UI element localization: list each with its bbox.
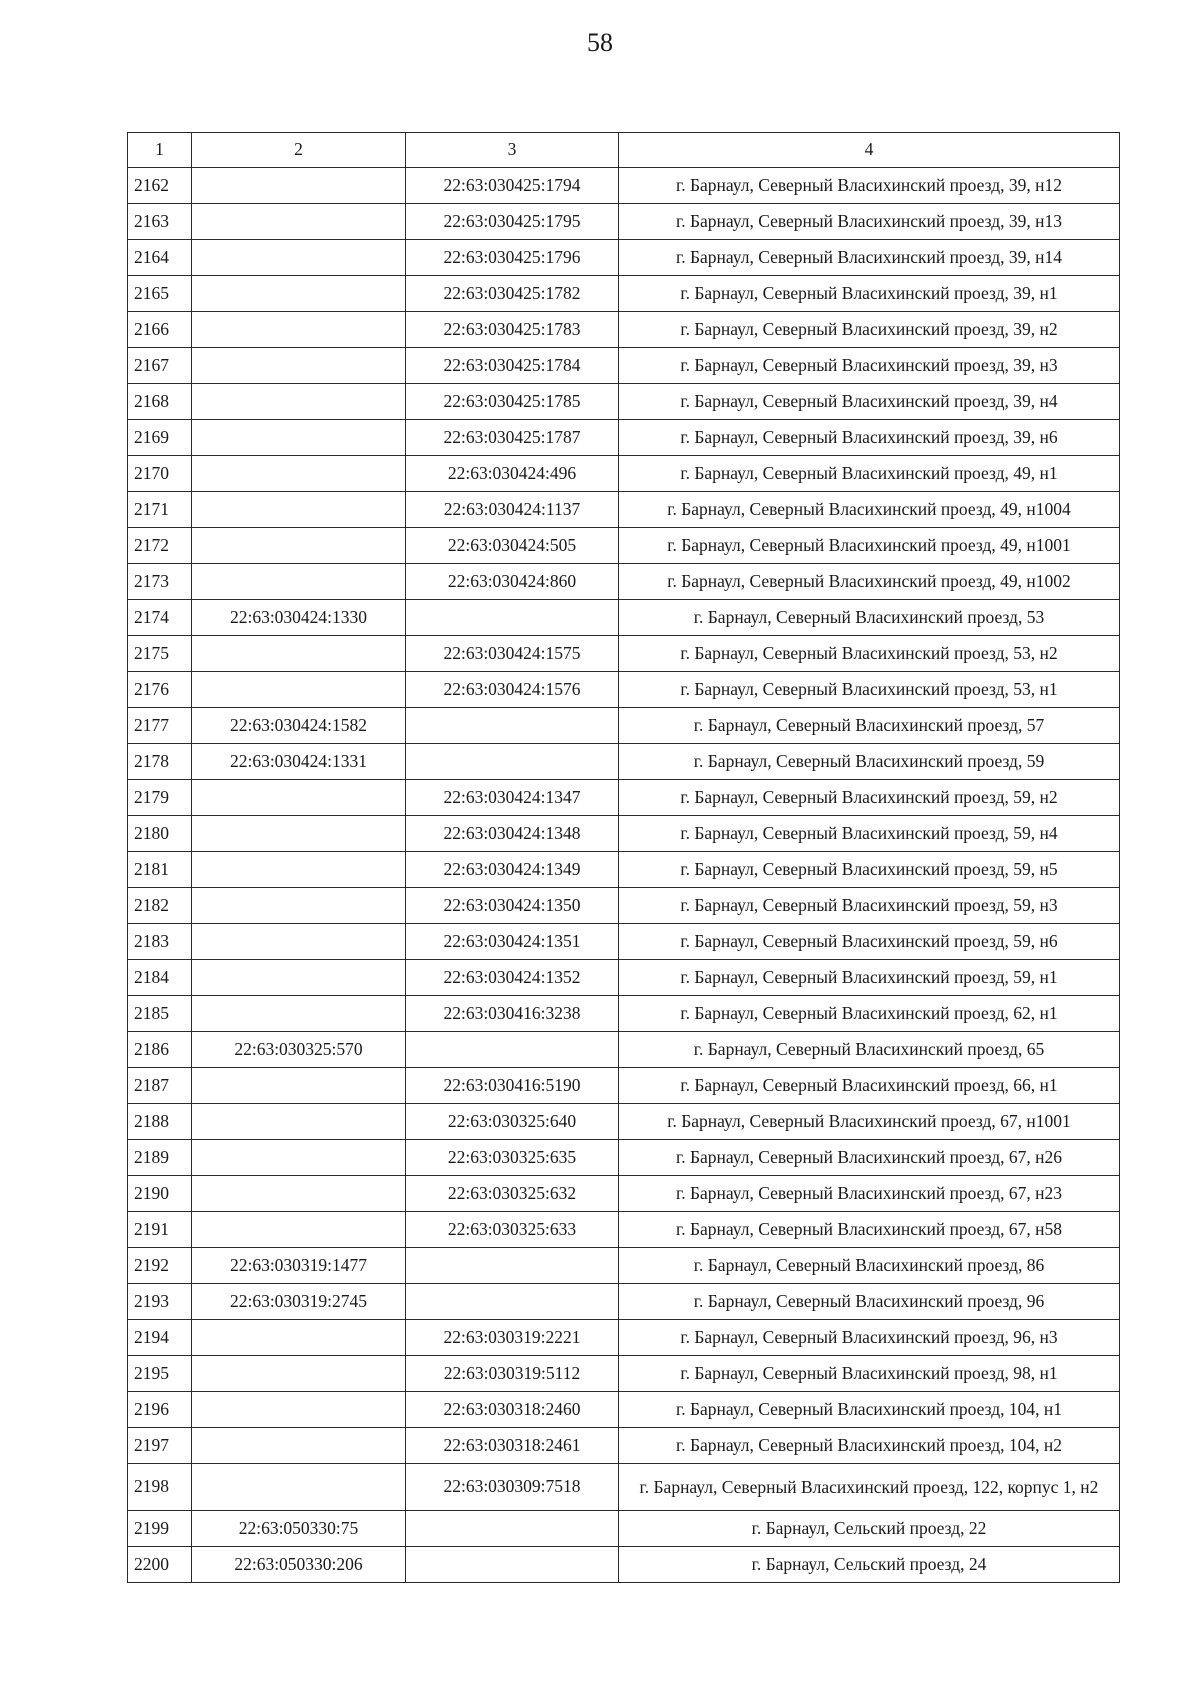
address-cell: г. Барнаул, Северный Власихинский проезд, 62, н1 bbox=[619, 996, 1120, 1032]
cadastral-number-col3-cell: 22:63:030425:1785 bbox=[406, 384, 619, 420]
cadastral-number-col3-cell bbox=[406, 1511, 619, 1547]
address-cell: г. Барнаул, Северный Власихинский проезд, 66, н1 bbox=[619, 1068, 1120, 1104]
address-cell: г. Барнаул, Северный Власихинский проезд, 59, н6 bbox=[619, 924, 1120, 960]
row-number-cell: 2162 bbox=[128, 168, 192, 204]
row-number-cell: 2176 bbox=[128, 672, 192, 708]
row-number-cell: 2199 bbox=[128, 1511, 192, 1547]
address-cell: г. Барнаул, Северный Власихинский проезд, 104, н1 bbox=[619, 1392, 1120, 1428]
cadastral-number-col2-cell: 22:63:030325:570 bbox=[192, 1032, 406, 1068]
cadastral-number-col2-cell bbox=[192, 168, 406, 204]
row-number-cell: 2163 bbox=[128, 204, 192, 240]
table-row bbox=[128, 1284, 1120, 1320]
table-row bbox=[128, 1428, 1120, 1464]
cadastral-number-col2-cell bbox=[192, 1428, 406, 1464]
table-row bbox=[128, 1140, 1120, 1176]
row-number-cell: 2178 bbox=[128, 744, 192, 780]
address-cell: г. Барнаул, Северный Власихинский проезд, 67, н26 bbox=[619, 1140, 1120, 1176]
table-row bbox=[128, 1068, 1120, 1104]
table-row bbox=[128, 1212, 1120, 1248]
address-cell: г. Барнаул, Северный Власихинский проезд, 49, н1001 bbox=[619, 528, 1120, 564]
cadastral-number-col3-cell: 22:63:030424:1352 bbox=[406, 960, 619, 996]
table-row bbox=[128, 1464, 1120, 1511]
cadastral-number-col3-cell: 22:63:030424:1350 bbox=[406, 888, 619, 924]
cadastral-number-col3-cell: 22:63:030424:1576 bbox=[406, 672, 619, 708]
address-cell: г. Барнаул, Северный Власихинский проезд, 39, н6 bbox=[619, 420, 1120, 456]
table-row bbox=[128, 780, 1120, 816]
table-row bbox=[128, 384, 1120, 420]
table-row bbox=[128, 600, 1120, 636]
cadastral-number-col2-cell bbox=[192, 924, 406, 960]
row-number-cell: 2197 bbox=[128, 1428, 192, 1464]
address-cell: г. Барнаул, Северный Власихинский проезд, 96, н3 bbox=[619, 1320, 1120, 1356]
cadastral-number-col2-cell: 22:63:050330:206 bbox=[192, 1547, 406, 1583]
row-number-cell: 2165 bbox=[128, 276, 192, 312]
row-number-cell: 2174 bbox=[128, 600, 192, 636]
address-cell: г. Барнаул, Северный Власихинский проезд, 67, н1001 bbox=[619, 1104, 1120, 1140]
row-number-cell: 2190 bbox=[128, 1176, 192, 1212]
cadastral-number-col3-cell: 22:63:030309:7518 bbox=[406, 1464, 619, 1511]
cadastral-number-col3-cell: 22:63:030416:3238 bbox=[406, 996, 619, 1032]
table-row bbox=[128, 1176, 1120, 1212]
address-cell: г. Барнаул, Северный Власихинский проезд, 39, н2 bbox=[619, 312, 1120, 348]
row-number-cell: 2171 bbox=[128, 492, 192, 528]
table-row bbox=[128, 996, 1120, 1032]
address-cell: г. Барнаул, Северный Власихинский проезд, 59, н2 bbox=[619, 780, 1120, 816]
row-number-cell: 2187 bbox=[128, 1068, 192, 1104]
cadastral-number-col3-cell: 22:63:030425:1787 bbox=[406, 420, 619, 456]
cadastral-number-col3-cell: 22:63:030424:1349 bbox=[406, 852, 619, 888]
row-number-cell: 2189 bbox=[128, 1140, 192, 1176]
cadastral-number-col2-cell bbox=[192, 960, 406, 996]
cadastral-number-col2-cell bbox=[192, 672, 406, 708]
address-cell: г. Барнаул, Северный Власихинский проезд, 39, н3 bbox=[619, 348, 1120, 384]
row-number-cell: 2170 bbox=[128, 456, 192, 492]
cadastral-number-col2-cell bbox=[192, 312, 406, 348]
page-number: 58 bbox=[587, 28, 613, 57]
cadastral-number-col3-cell bbox=[406, 1547, 619, 1583]
row-number-cell: 2179 bbox=[128, 780, 192, 816]
row-number-cell: 2195 bbox=[128, 1356, 192, 1392]
table-row bbox=[128, 564, 1120, 600]
cadastral-number-col2-cell bbox=[192, 1176, 406, 1212]
table-row bbox=[128, 204, 1120, 240]
cadastral-number-col3-cell: 22:63:030425:1784 bbox=[406, 348, 619, 384]
cadastral-number-col2-cell bbox=[192, 1320, 406, 1356]
row-number-cell: 2177 bbox=[128, 708, 192, 744]
address-cell: г. Барнаул, Северный Власихинский проезд, 59 bbox=[619, 744, 1120, 780]
cadastral-number-col2-cell: 22:63:030319:2745 bbox=[192, 1284, 406, 1320]
table-row bbox=[128, 1104, 1120, 1140]
cadastral-number-col2-cell bbox=[192, 348, 406, 384]
cadastral-number-col2-cell bbox=[192, 816, 406, 852]
cadastral-number-col3-cell: 22:63:030318:2460 bbox=[406, 1392, 619, 1428]
cadastral-number-col2-cell bbox=[192, 888, 406, 924]
cadastral-number-col2-cell bbox=[192, 1140, 406, 1176]
address-cell: г. Барнаул, Северный Власихинский проезд, 53, н2 bbox=[619, 636, 1120, 672]
row-number-cell: 2184 bbox=[128, 960, 192, 996]
cadastral-number-col2-cell bbox=[192, 528, 406, 564]
row-number-cell: 2194 bbox=[128, 1320, 192, 1356]
address-cell: г. Барнаул, Северный Власихинский проезд, 53, н1 bbox=[619, 672, 1120, 708]
address-cell: г. Барнаул, Северный Власихинский проезд, 67, н58 bbox=[619, 1212, 1120, 1248]
row-number-cell: 2173 bbox=[128, 564, 192, 600]
address-cell: г. Барнаул, Северный Власихинский проезд, 104, н2 bbox=[619, 1428, 1120, 1464]
cadastral-number-col3-cell: 22:63:030424:860 bbox=[406, 564, 619, 600]
address-cell: г. Барнаул, Северный Власихинский проезд, 49, н1002 bbox=[619, 564, 1120, 600]
row-number-cell: 2200 bbox=[128, 1547, 192, 1583]
table-row bbox=[128, 672, 1120, 708]
cadastral-number-col2-cell bbox=[192, 492, 406, 528]
row-number-cell: 2168 bbox=[128, 384, 192, 420]
cadastral-number-col3-cell bbox=[406, 1284, 619, 1320]
row-number-cell: 2188 bbox=[128, 1104, 192, 1140]
cadastral-number-col2-cell: 22:63:030319:1477 bbox=[192, 1248, 406, 1284]
address-cell: г. Барнаул, Северный Власихинский проезд, 96 bbox=[619, 1284, 1120, 1320]
address-cell: г. Барнаул, Северный Власихинский проезд, 39, н4 bbox=[619, 384, 1120, 420]
table-row bbox=[128, 456, 1120, 492]
registry-table bbox=[127, 132, 1120, 1583]
table-row bbox=[128, 1320, 1120, 1356]
table-row bbox=[128, 816, 1120, 852]
table-row bbox=[128, 924, 1120, 960]
header-col-3: 3 bbox=[406, 133, 619, 168]
cadastral-number-col3-cell bbox=[406, 708, 619, 744]
address-cell: г. Барнаул, Северный Власихинский проезд, 59, н5 bbox=[619, 852, 1120, 888]
cadastral-number-col2-cell bbox=[192, 420, 406, 456]
cadastral-number-col2-cell bbox=[192, 456, 406, 492]
cadastral-number-col3-cell bbox=[406, 1032, 619, 1068]
table-row bbox=[128, 1248, 1120, 1284]
table-body bbox=[128, 168, 1120, 1583]
address-cell: г. Барнаул, Северный Власихинский проезд, 39, н13 bbox=[619, 204, 1120, 240]
cadastral-number-col2-cell: 22:63:030424:1582 bbox=[192, 708, 406, 744]
address-cell: г. Барнаул, Северный Власихинский проезд, 65 bbox=[619, 1032, 1120, 1068]
address-cell: г. Барнаул, Северный Власихинский проезд, 122, корпус 1, н2 bbox=[619, 1464, 1120, 1511]
cadastral-number-col3-cell bbox=[406, 744, 619, 780]
cadastral-number-col3-cell bbox=[406, 600, 619, 636]
address-cell: г. Барнаул, Сельский проезд, 24 bbox=[619, 1547, 1120, 1583]
table-row bbox=[128, 168, 1120, 204]
cadastral-number-col3-cell: 22:63:030424:1347 bbox=[406, 780, 619, 816]
cadastral-number-col3-cell bbox=[406, 1248, 619, 1284]
cadastral-number-col2-cell bbox=[192, 1212, 406, 1248]
cadastral-number-col3-cell: 22:63:030416:5190 bbox=[406, 1068, 619, 1104]
address-cell: г. Барнаул, Северный Власихинский проезд, 39, н14 bbox=[619, 240, 1120, 276]
row-number-cell: 2193 bbox=[128, 1284, 192, 1320]
table-row bbox=[128, 636, 1120, 672]
cadastral-number-col3-cell: 22:63:030425:1782 bbox=[406, 276, 619, 312]
header-col-2: 2 bbox=[192, 133, 406, 168]
cadastral-number-col3-cell: 22:63:030425:1783 bbox=[406, 312, 619, 348]
table-row bbox=[128, 528, 1120, 564]
address-cell: г. Барнаул, Сельский проезд, 22 bbox=[619, 1511, 1120, 1547]
cadastral-number-col3-cell: 22:63:030424:1137 bbox=[406, 492, 619, 528]
cadastral-number-col3-cell: 22:63:030325:632 bbox=[406, 1176, 619, 1212]
table-row bbox=[128, 312, 1120, 348]
row-number-cell: 2196 bbox=[128, 1392, 192, 1428]
table-row bbox=[128, 960, 1120, 996]
row-number-cell: 2198 bbox=[128, 1464, 192, 1511]
header-col-4: 4 bbox=[619, 133, 1120, 168]
header-col-1: 1 bbox=[128, 133, 192, 168]
cadastral-number-col2-cell bbox=[192, 564, 406, 600]
address-cell: г. Барнаул, Северный Власихинский проезд, 98, н1 bbox=[619, 1356, 1120, 1392]
cadastral-number-col3-cell: 22:63:030425:1796 bbox=[406, 240, 619, 276]
cadastral-number-col3-cell: 22:63:030318:2461 bbox=[406, 1428, 619, 1464]
row-number-cell: 2183 bbox=[128, 924, 192, 960]
row-number-cell: 2166 bbox=[128, 312, 192, 348]
cadastral-number-col3-cell: 22:63:030424:1348 bbox=[406, 816, 619, 852]
cadastral-number-col2-cell bbox=[192, 636, 406, 672]
header-row bbox=[128, 133, 1120, 168]
cadastral-number-col3-cell: 22:63:030325:633 bbox=[406, 1212, 619, 1248]
cadastral-number-col3-cell: 22:63:030325:640 bbox=[406, 1104, 619, 1140]
row-number-cell: 2164 bbox=[128, 240, 192, 276]
address-cell: г. Барнаул, Северный Власихинский проезд, 49, н1 bbox=[619, 456, 1120, 492]
cadastral-number-col3-cell: 22:63:030319:2221 bbox=[406, 1320, 619, 1356]
table-row bbox=[128, 348, 1120, 384]
cadastral-number-col3-cell: 22:63:030424:496 bbox=[406, 456, 619, 492]
cadastral-number-col2-cell bbox=[192, 852, 406, 888]
table-row bbox=[128, 420, 1120, 456]
cadastral-number-col2-cell bbox=[192, 1356, 406, 1392]
table-row bbox=[128, 852, 1120, 888]
table-row bbox=[128, 1032, 1120, 1068]
address-cell: г. Барнаул, Северный Власихинский проезд, 59, н1 bbox=[619, 960, 1120, 996]
cadastral-number-col2-cell bbox=[192, 1392, 406, 1428]
cadastral-number-col2-cell bbox=[192, 1068, 406, 1104]
table-row bbox=[128, 276, 1120, 312]
table-row bbox=[128, 708, 1120, 744]
cadastral-number-col3-cell: 22:63:030319:5112 bbox=[406, 1356, 619, 1392]
cadastral-number-col3-cell: 22:63:030425:1795 bbox=[406, 204, 619, 240]
row-number-cell: 2192 bbox=[128, 1248, 192, 1284]
row-number-cell: 2191 bbox=[128, 1212, 192, 1248]
table-row bbox=[128, 240, 1120, 276]
cadastral-number-col2-cell: 22:63:030424:1330 bbox=[192, 600, 406, 636]
table-header bbox=[128, 133, 1120, 168]
address-cell: г. Барнаул, Северный Власихинский проезд, 49, н1004 bbox=[619, 492, 1120, 528]
table-row bbox=[128, 888, 1120, 924]
cadastral-number-col2-cell bbox=[192, 996, 406, 1032]
table-row bbox=[128, 492, 1120, 528]
row-number-cell: 2182 bbox=[128, 888, 192, 924]
row-number-cell: 2185 bbox=[128, 996, 192, 1032]
cadastral-number-col3-cell: 22:63:030325:635 bbox=[406, 1140, 619, 1176]
table-row bbox=[128, 1356, 1120, 1392]
table-row bbox=[128, 1547, 1120, 1583]
cadastral-number-col3-cell: 22:63:030424:1351 bbox=[406, 924, 619, 960]
row-number-cell: 2169 bbox=[128, 420, 192, 456]
cadastral-number-col2-cell: 22:63:050330:75 bbox=[192, 1511, 406, 1547]
row-number-cell: 2181 bbox=[128, 852, 192, 888]
row-number-cell: 2180 bbox=[128, 816, 192, 852]
cadastral-number-col2-cell bbox=[192, 240, 406, 276]
cadastral-number-col3-cell: 22:63:030424:1575 bbox=[406, 636, 619, 672]
row-number-cell: 2186 bbox=[128, 1032, 192, 1068]
row-number-cell: 2167 bbox=[128, 348, 192, 384]
cadastral-number-col2-cell: 22:63:030424:1331 bbox=[192, 744, 406, 780]
address-cell: г. Барнаул, Северный Власихинский проезд, 39, н1 bbox=[619, 276, 1120, 312]
cadastral-number-col3-cell: 22:63:030425:1794 bbox=[406, 168, 619, 204]
cadastral-number-col2-cell bbox=[192, 1464, 406, 1511]
table-row bbox=[128, 744, 1120, 780]
row-number-cell: 2175 bbox=[128, 636, 192, 672]
cadastral-number-col3-cell: 22:63:030424:505 bbox=[406, 528, 619, 564]
cadastral-number-col2-cell bbox=[192, 1104, 406, 1140]
address-cell: г. Барнаул, Северный Власихинский проезд, 53 bbox=[619, 600, 1120, 636]
address-cell: г. Барнаул, Северный Власихинский проезд, 67, н23 bbox=[619, 1176, 1120, 1212]
cadastral-number-col2-cell bbox=[192, 780, 406, 816]
cadastral-number-col2-cell bbox=[192, 204, 406, 240]
address-cell: г. Барнаул, Северный Власихинский проезд, 59, н3 bbox=[619, 888, 1120, 924]
address-cell: г. Барнаул, Северный Власихинский проезд, 59, н4 bbox=[619, 816, 1120, 852]
table-row bbox=[128, 1392, 1120, 1428]
address-cell: г. Барнаул, Северный Власихинский проезд, 86 bbox=[619, 1248, 1120, 1284]
address-cell: г. Барнаул, Северный Власихинский проезд, 39, н12 bbox=[619, 168, 1120, 204]
cadastral-number-col2-cell bbox=[192, 384, 406, 420]
row-number-cell: 2172 bbox=[128, 528, 192, 564]
table-row bbox=[128, 1511, 1120, 1547]
cadastral-number-col2-cell bbox=[192, 276, 406, 312]
address-cell: г. Барнаул, Северный Власихинский проезд, 57 bbox=[619, 708, 1120, 744]
